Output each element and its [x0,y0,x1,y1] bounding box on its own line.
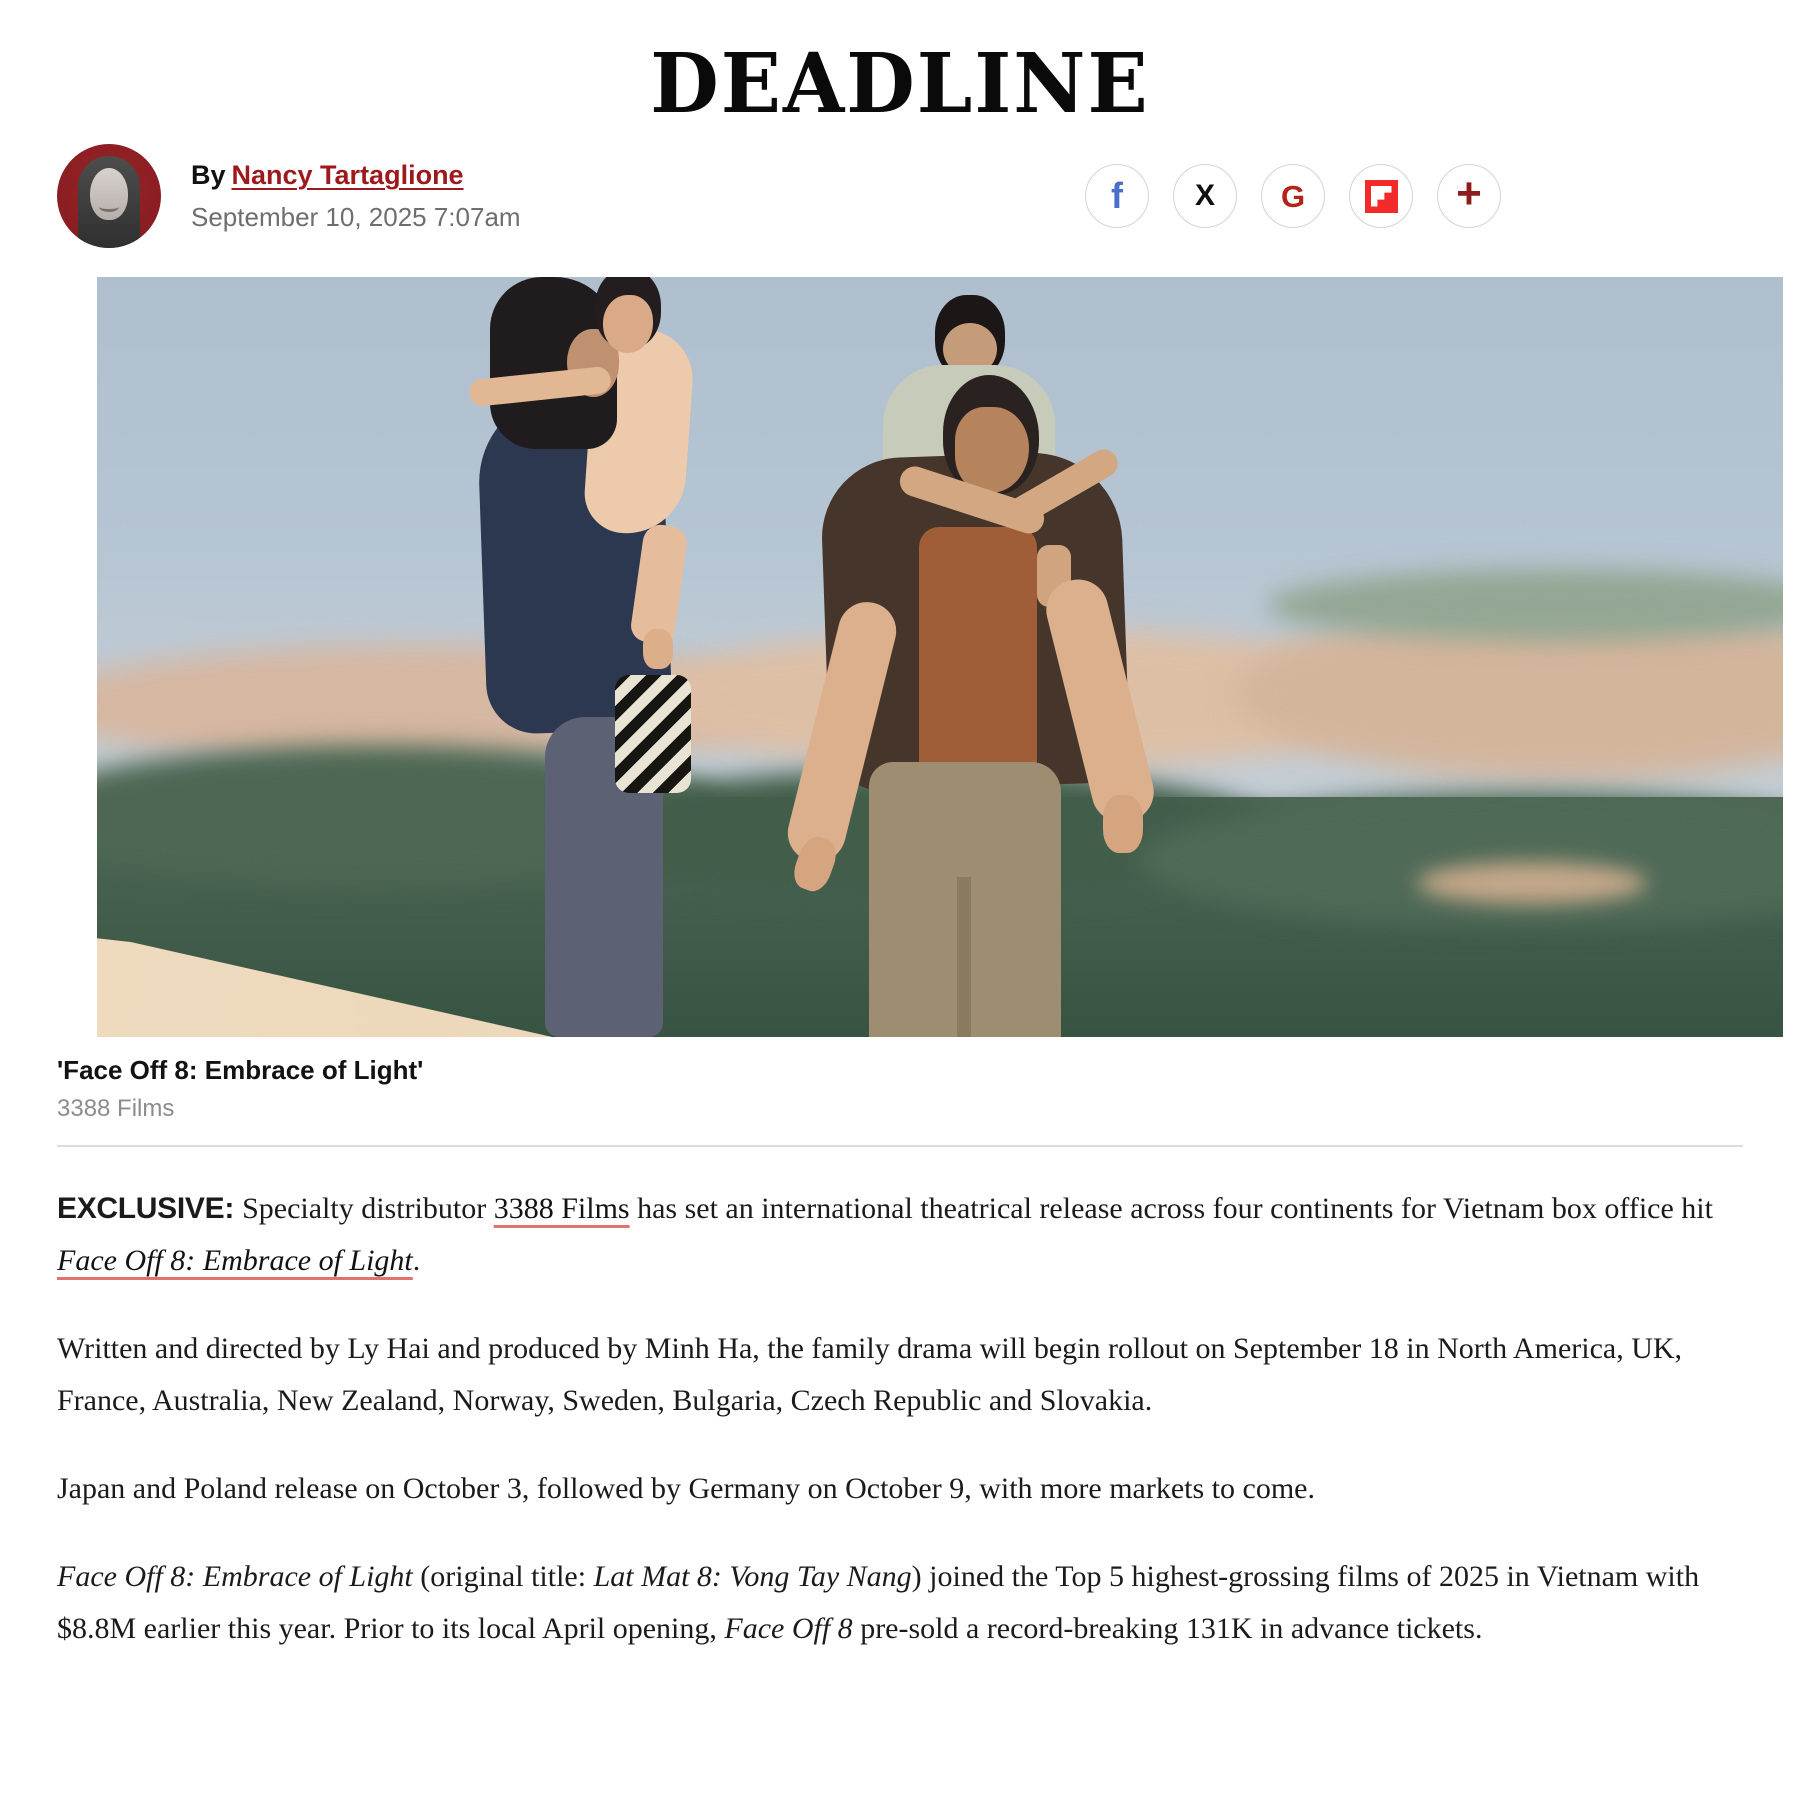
text-run: EXCLUSIVE: [57,1192,243,1225]
avatar-face-shape [90,168,128,220]
article-paragraph [57,1463,1743,1515]
share-buttons [1085,164,1501,228]
hero-child-shape [603,295,653,353]
image-caption-block [57,1055,1743,1123]
author-avatar[interactable] [57,144,161,248]
text-run: (original title: [412,1560,594,1593]
article-paragraph [57,1551,1743,1655]
x-icon: X [1194,179,1215,212]
publish-date: September 10, 2025 7:07am [191,201,521,232]
x-share-button[interactable] [1173,164,1237,228]
flipboard-share-button[interactable] [1349,164,1413,228]
inline-link[interactable]: Face Off 8: Embrace of Light [57,1244,413,1277]
hero-woman-shape [615,675,691,793]
masthead [0,0,1800,132]
divider [57,1145,1743,1147]
plus-icon: + [1456,169,1482,218]
flipboard-icon [1365,180,1398,213]
text-run: Face Off 8: Embrace of Light [57,1560,413,1593]
article-body [57,1183,1743,1655]
hero-boy-shape [1103,795,1143,853]
hero-image [97,277,1783,1037]
text-run: pre-sold a record-breaking 131K in advance tickets. [852,1612,1483,1645]
text-run: has set an international theatrical release across four continents for Vietnam box office hit [629,1192,1713,1225]
hero-man-shape [919,527,1037,799]
text-run: Japan and Poland release on October 3, followed by Germany on October 9, with more markets to come. [57,1472,1315,1505]
byline-prefix: By [191,159,226,190]
text-run: Specialty distributor [242,1192,494,1225]
article-paragraph [57,1183,1743,1287]
text-run: ) joined the Top 5 highest-grossing films of 2025 in Vietnam with $8.8M earlier this year. Prior to its local April opening, [57,1560,1700,1645]
avatar-smile-shape [99,202,119,212]
author-link[interactable]: Nancy Tartaglione [231,159,464,190]
hero-man-shape [957,877,971,1037]
facebook-icon: f [1111,175,1123,216]
text-run: . [412,1244,421,1277]
image-caption: 'Face Off 8: Embrace of Light' [57,1055,424,1085]
google-share-button[interactable] [1261,164,1325,228]
facebook-share-button[interactable] [1085,164,1149,228]
hero-child-shape [643,629,673,669]
hero-vegetation-shape [1417,862,1647,904]
more-share-button[interactable] [1437,164,1501,228]
text-run: Lat Mat 8: Vong Tay Nang [593,1560,912,1593]
deadline-logo[interactable]: DEADLINE [650,35,1150,132]
google-icon: G [1280,178,1306,214]
article-paragraph [57,1323,1743,1427]
image-credit: 3388 Films [57,1095,175,1122]
text-run: Written and directed by Ly Hai and produced by Minh Ha, the family drama will begin rollout on September 18 in North America, UK, France, Australia, New Zealand, Norway, Sweden, Bulgaria, Czech Republic and Slovakia. [57,1332,1683,1417]
text-run: Face Off 8 [724,1612,853,1645]
byline-row [57,141,1743,251]
byline-text [191,160,521,233]
inline-link[interactable]: 3388 Films [493,1192,630,1225]
